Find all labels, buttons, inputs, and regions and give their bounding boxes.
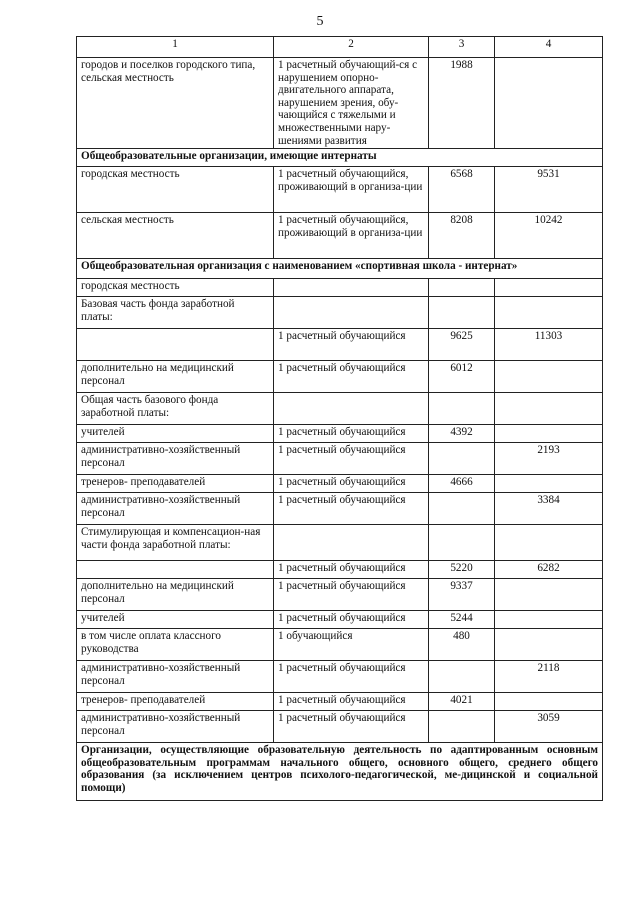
- cell-col-4: [495, 58, 603, 149]
- cell-col-4: [495, 579, 603, 611]
- cell-col-2: 1 расчетный обучающийся: [274, 425, 429, 443]
- table-row: [77, 475, 603, 493]
- cell-col-3: 6568: [429, 167, 495, 213]
- table-row: [77, 58, 603, 149]
- cell-col-2: 1 расчетный обучающийся: [274, 711, 429, 743]
- cell-col-4: 3384: [495, 493, 603, 525]
- cell-col-1: тренеров- преподавателей: [77, 693, 274, 711]
- cell-col-3: 480: [429, 629, 495, 661]
- cell-col-3: [429, 443, 495, 475]
- table-row: [77, 443, 603, 475]
- cell-col-3: 4392: [429, 425, 495, 443]
- cell-col-1: дополнительно на медицинский персонал: [77, 361, 274, 393]
- cell-col-1: административно-хозяйственный персонал: [77, 493, 274, 525]
- cell-col-3: 1988: [429, 58, 495, 149]
- cell-col-1: Стимулирующая и компенсацион-ная части фонда заработной платы:: [77, 525, 274, 561]
- header-col-2: 2: [274, 37, 429, 58]
- cell-col-1: городская местность: [77, 167, 274, 213]
- cell-col-3: 4666: [429, 475, 495, 493]
- table-row: [77, 711, 603, 743]
- section-row: [77, 259, 603, 279]
- cell-col-2: 1 расчетный обучающийся: [274, 493, 429, 525]
- cell-col-4: 9531: [495, 167, 603, 213]
- page-number: 5: [316, 14, 324, 29]
- cell-col-4: 2193: [495, 443, 603, 475]
- cell-col-4: [495, 297, 603, 329]
- cell-col-2: [274, 297, 429, 329]
- cell-col-3: 9625: [429, 329, 495, 361]
- cell-col-4: [495, 361, 603, 393]
- cell-col-1: [77, 561, 274, 579]
- section-row: [77, 743, 603, 801]
- table-row: [77, 213, 603, 259]
- cell-col-1: [77, 329, 274, 361]
- cell-col-3: [429, 661, 495, 693]
- section-heading: Общеобразовательные организации, имеющие интернаты: [77, 149, 603, 167]
- cell-col-2: [274, 525, 429, 561]
- cell-col-3: 5220: [429, 561, 495, 579]
- cell-col-3: [429, 279, 495, 297]
- cell-col-3: 8208: [429, 213, 495, 259]
- cell-col-4: [495, 475, 603, 493]
- cell-col-1: в том числе оплата классного руководства: [77, 629, 274, 661]
- table-row: [77, 493, 603, 525]
- header-row: [77, 37, 603, 58]
- table-row: [77, 425, 603, 443]
- section-heading: Общеобразовательная организация с наименованием «спортивная школа - интернат»: [77, 259, 603, 279]
- cell-col-2: 1 расчетный обучающийся: [274, 475, 429, 493]
- cell-col-3: [429, 393, 495, 425]
- cell-col-2: 1 расчетный обучающийся: [274, 329, 429, 361]
- cell-col-3: 4021: [429, 693, 495, 711]
- cell-col-1: административно-хозяйственный персонал: [77, 711, 274, 743]
- cell-col-1: Общая часть базового фонда заработной платы:: [77, 393, 274, 425]
- cell-col-1: административно-хозяйственный персонал: [77, 661, 274, 693]
- cell-col-2: 1 обучающийся: [274, 629, 429, 661]
- cell-col-3: 9337: [429, 579, 495, 611]
- cell-col-2: 1 расчетный обучающийся, проживающий в организа-ции: [274, 167, 429, 213]
- table-row: [77, 579, 603, 611]
- cell-col-2: [274, 393, 429, 425]
- table-row: [77, 329, 603, 361]
- table-row: [77, 525, 603, 561]
- cell-col-2: 1 расчетный обучающийся: [274, 361, 429, 393]
- cell-col-4: [495, 525, 603, 561]
- cell-col-2: 1 расчетный обучающийся: [274, 611, 429, 629]
- table-row: [77, 361, 603, 393]
- cell-col-2: 1 расчетный обучающийся: [274, 661, 429, 693]
- cell-col-4: [495, 693, 603, 711]
- table-row: [77, 693, 603, 711]
- header-col-3: 3: [429, 37, 495, 58]
- cell-col-1: административно-хозяйственный персонал: [77, 443, 274, 475]
- cell-col-1: Базовая часть фонда заработной платы:: [77, 297, 274, 329]
- cell-col-4: 11303: [495, 329, 603, 361]
- cell-col-4: [495, 629, 603, 661]
- cell-col-4: 6282: [495, 561, 603, 579]
- cell-col-1: дополнительно на медицинский персонал: [77, 579, 274, 611]
- cell-col-1: тренеров- преподавателей: [77, 475, 274, 493]
- cell-col-2: 1 расчетный обучающийся: [274, 443, 429, 475]
- table-row: [77, 279, 603, 297]
- cell-col-4: 2118: [495, 661, 603, 693]
- section-row: [77, 149, 603, 167]
- cell-col-2: [274, 279, 429, 297]
- cell-col-1: городская местность: [77, 279, 274, 297]
- table-row: [77, 393, 603, 425]
- cell-col-4: 10242: [495, 213, 603, 259]
- cell-col-2: 1 расчетный обучающийся: [274, 579, 429, 611]
- header-col-4: 4: [495, 37, 603, 58]
- cell-col-2: 1 расчетный обучающийся: [274, 561, 429, 579]
- cell-col-3: 5244: [429, 611, 495, 629]
- cell-col-1: учителей: [77, 611, 274, 629]
- cell-col-1: городов и поселков городского типа, сельская местность: [77, 58, 274, 149]
- header-col-1: 1: [77, 37, 274, 58]
- cell-col-3: [429, 493, 495, 525]
- cell-col-4: [495, 611, 603, 629]
- cell-col-1: учителей: [77, 425, 274, 443]
- cell-col-3: [429, 525, 495, 561]
- table-row: [77, 629, 603, 661]
- section-heading: Организации, осуществляющие образовательную деятельность по адаптированным основным общеобразовательным программам начального общего, основного общего, среднего общего образования (за исключением центров психолого-педагогической, ме-дицинской и социальной помощи): [77, 743, 603, 801]
- cell-col-4: [495, 425, 603, 443]
- table-row: [77, 297, 603, 329]
- cell-col-2: 1 расчетный обучающийся: [274, 693, 429, 711]
- table-row: [77, 611, 603, 629]
- cell-col-2: 1 расчетный обучающий-ся с нарушением опорно-двигательного аппарата, нарушением зрения, обу-чающийся с тяжелыми и множественными нару-шениями развития: [274, 58, 429, 149]
- cell-col-2: 1 расчетный обучающийся, проживающий в организа-ции: [274, 213, 429, 259]
- cell-col-3: [429, 711, 495, 743]
- table-row: [77, 661, 603, 693]
- cell-col-3: [429, 297, 495, 329]
- cell-col-1: сельская местность: [77, 213, 274, 259]
- cell-col-3: 6012: [429, 361, 495, 393]
- cell-col-4: 3059: [495, 711, 603, 743]
- cell-col-4: [495, 393, 603, 425]
- table-row: [77, 167, 603, 213]
- table-row: [77, 561, 603, 579]
- allocation-table: [76, 36, 603, 801]
- cell-col-4: [495, 279, 603, 297]
